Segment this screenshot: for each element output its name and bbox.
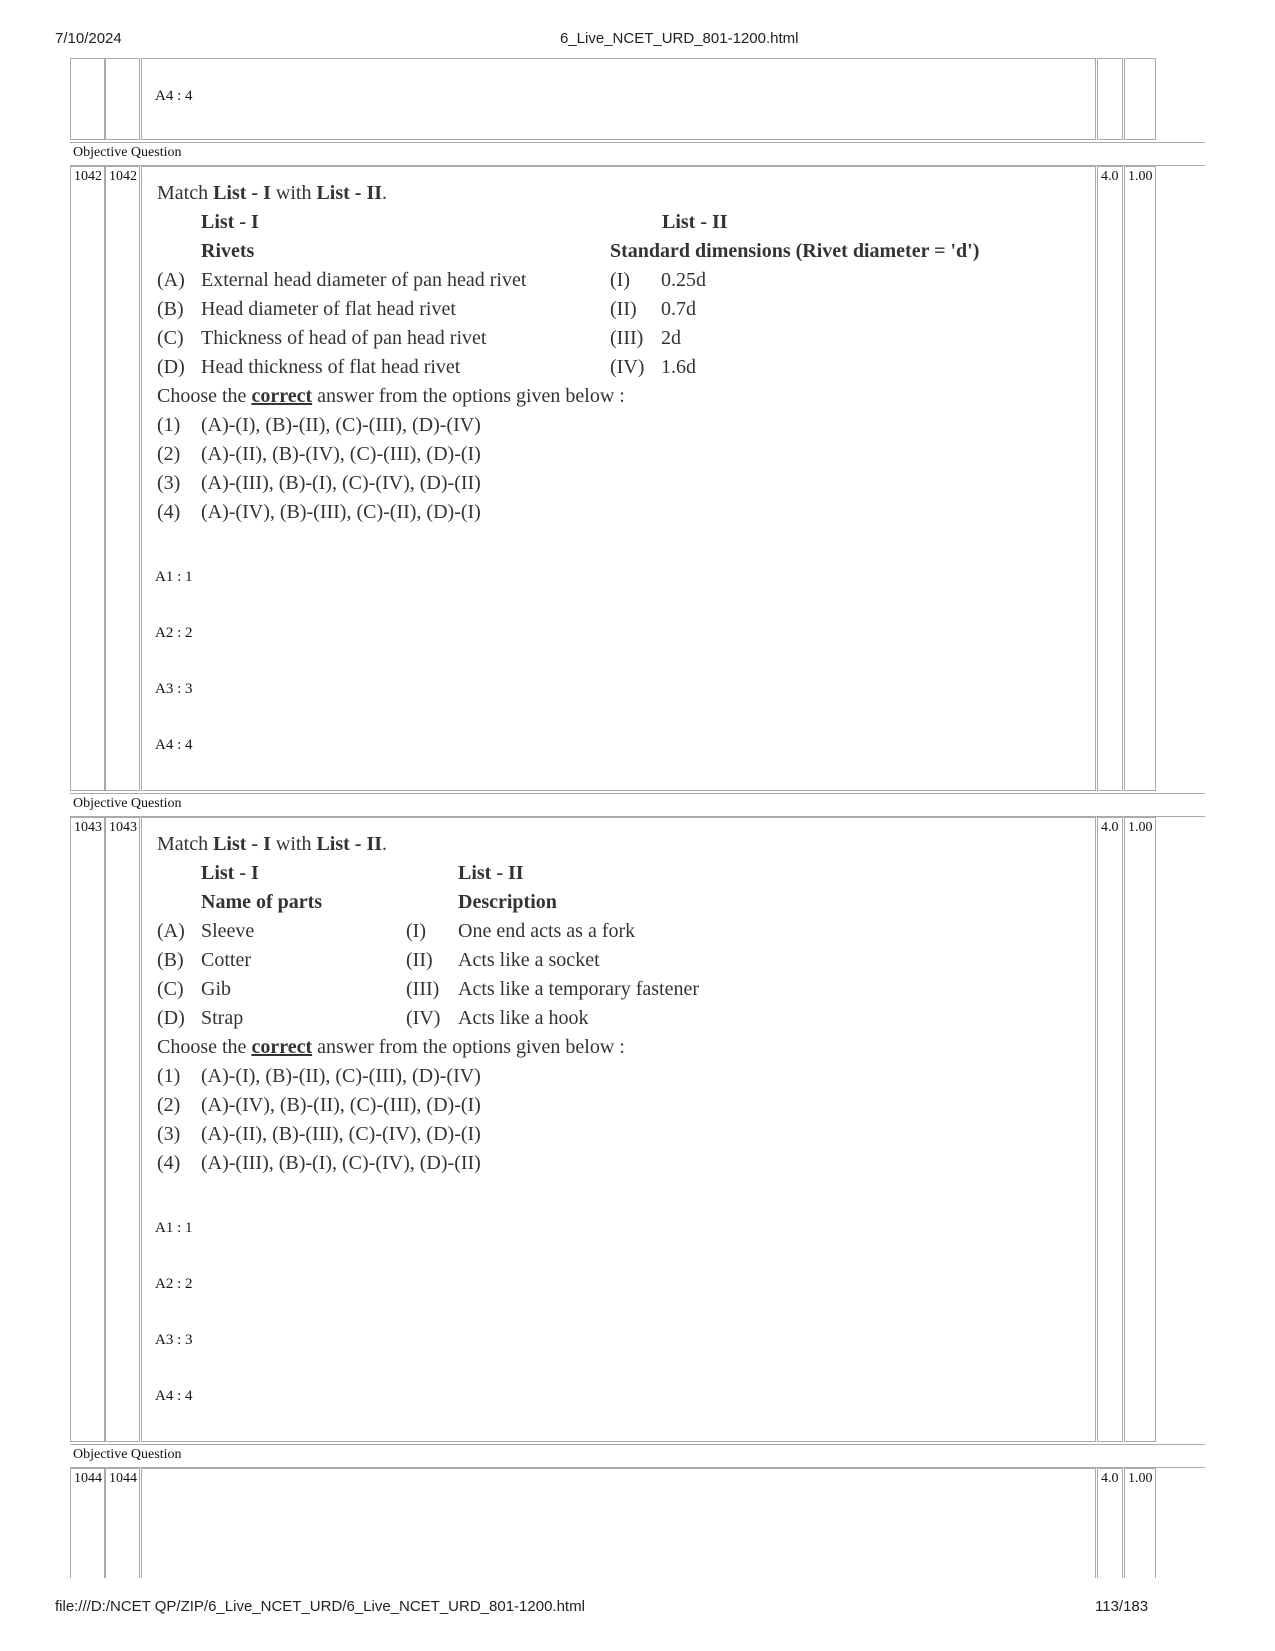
row-label: (B)	[157, 949, 184, 971]
row-label: (C)	[157, 978, 184, 1000]
negative-marks: 1.00	[1124, 817, 1156, 1442]
row-value: 1.6d	[661, 356, 696, 378]
answer-option: A4 : 4	[155, 1388, 193, 1404]
row-value: Acts like a temporary fastener	[458, 978, 700, 1000]
prev-marks-cell	[1097, 58, 1123, 140]
option-number: (2)	[157, 443, 181, 465]
option-number: (3)	[157, 472, 181, 494]
list2-title: List - II	[662, 211, 728, 233]
section-label-row	[70, 142, 1205, 166]
page-number: 113/183	[1095, 1598, 1149, 1615]
section-label: Objective Question	[73, 145, 182, 160]
section-label: Objective Question	[73, 796, 182, 811]
option-text: (A)-(III), (B)-(I), (C)-(IV), (D)-(II)	[201, 1152, 481, 1174]
option-number: (1)	[157, 414, 181, 436]
option-number: (1)	[157, 1065, 181, 1087]
section-label-row	[70, 1444, 1205, 1468]
row-roman: (IV)	[406, 1007, 441, 1029]
section-label-row	[70, 793, 1205, 817]
row-label: (A)	[157, 920, 185, 942]
file-path: file:///D:/NCET QP/ZIP/6_Live_NCET_URD/6_Live_NCET_URD_801-1200.html	[55, 1598, 585, 1615]
row-value: 0.25d	[661, 269, 706, 291]
list2-heading: Description	[458, 891, 557, 913]
row-text: Strap	[201, 1007, 244, 1029]
choose-instruction: Choose the correct answer from the options given below :	[157, 1036, 625, 1058]
option-text: (A)-(IV), (B)-(III), (C)-(II), (D)-(I)	[201, 501, 481, 523]
list1-title: List - I	[201, 862, 259, 884]
prev-sno-cell	[70, 58, 105, 140]
row-roman: (I)	[406, 920, 426, 942]
section-label: Objective Question	[73, 1447, 182, 1462]
marks: 4.0	[1097, 1468, 1123, 1578]
row-roman: (IV)	[610, 356, 645, 378]
row-label: (C)	[157, 327, 184, 349]
question-id: 1044	[105, 1468, 140, 1578]
serial-number: 1043	[70, 817, 105, 1442]
answer-option: A2 : 2	[155, 625, 193, 641]
row-roman: (II)	[610, 298, 637, 320]
option-text: (A)-(III), (B)-(I), (C)-(IV), (D)-(II)	[201, 472, 481, 494]
row-label: (D)	[157, 1007, 185, 1029]
question-id: 1043	[105, 817, 140, 1442]
list2-heading: Standard dimensions (Rivet diameter = 'd')	[610, 240, 980, 262]
row-label: (A)	[157, 269, 185, 291]
question-id: 1042	[105, 166, 140, 791]
option-text: (A)-(II), (B)-(III), (C)-(IV), (D)-(I)	[201, 1123, 481, 1145]
serial-number: 1044	[70, 1468, 105, 1578]
answer-option: A1 : 1	[155, 1220, 193, 1236]
row-text: Sleeve	[201, 920, 255, 942]
option-text: (A)-(II), (B)-(IV), (C)-(III), (D)-(I)	[201, 443, 481, 465]
prev-neg-cell	[1124, 58, 1156, 140]
list1-heading: Name of parts	[201, 891, 323, 913]
option-number: (2)	[157, 1094, 181, 1116]
answer-option: A3 : 3	[155, 1332, 193, 1348]
option-text: (A)-(I), (B)-(II), (C)-(III), (D)-(IV)	[201, 414, 481, 436]
option-number: (4)	[157, 501, 181, 523]
negative-marks: 1.00	[1124, 166, 1156, 791]
row-value: One end acts as a fork	[458, 920, 636, 942]
option-text: (A)-(IV), (B)-(II), (C)-(III), (D)-(I)	[201, 1094, 481, 1116]
serial-number: 1042	[70, 166, 105, 791]
question-intro: Match List - I with List - II.	[157, 833, 388, 855]
row-roman: (III)	[610, 327, 644, 349]
question-body-cell	[141, 1468, 1096, 1578]
row-value: Acts like a socket	[458, 949, 600, 971]
row-roman: (I)	[610, 269, 630, 291]
row-value: Acts like a hook	[458, 1007, 589, 1029]
row-value: 2d	[661, 327, 681, 349]
answer-option: A2 : 2	[155, 1276, 193, 1292]
row-text: Head diameter of flat head rivet	[201, 298, 456, 320]
option-number: (4)	[157, 1152, 181, 1174]
marks: 4.0	[1097, 166, 1123, 791]
row-value: 0.7d	[661, 298, 696, 320]
answer-option: A1 : 1	[155, 569, 193, 585]
row-text: Thickness of head of pan head rivet	[201, 327, 487, 349]
row-text: Head thickness of flat head rivet	[201, 356, 461, 378]
marks: 4.0	[1097, 817, 1123, 1442]
question-intro: Match List - I with List - II.	[157, 182, 388, 204]
row-label: (B)	[157, 298, 184, 320]
list1-heading: Rivets	[201, 240, 255, 262]
negative-marks: 1.00	[1124, 1468, 1156, 1578]
answer-option: A4 : 4	[155, 737, 193, 753]
option-number: (3)	[157, 1123, 181, 1145]
row-text: External head diameter of pan head rivet	[201, 269, 527, 291]
prev-qid-cell	[105, 58, 140, 140]
list1-title: List - I	[201, 211, 259, 233]
answer-option: A3 : 3	[155, 681, 193, 697]
row-label: (D)	[157, 356, 185, 378]
print-date: 7/10/2024	[55, 30, 122, 47]
list2-title: List - II	[458, 862, 524, 884]
prev-body-cell	[141, 58, 1096, 140]
row-text: Gib	[201, 978, 231, 1000]
row-roman: (III)	[406, 978, 440, 1000]
choose-instruction: Choose the correct answer from the options given below :	[157, 385, 625, 407]
page-title: 6_Live_NCET_URD_801-1200.html	[560, 30, 799, 47]
option-text: (A)-(I), (B)-(II), (C)-(III), (D)-(IV)	[201, 1065, 481, 1087]
row-text: Cotter	[201, 949, 251, 971]
answer-option: A4 : 4	[155, 88, 193, 104]
row-roman: (II)	[406, 949, 433, 971]
